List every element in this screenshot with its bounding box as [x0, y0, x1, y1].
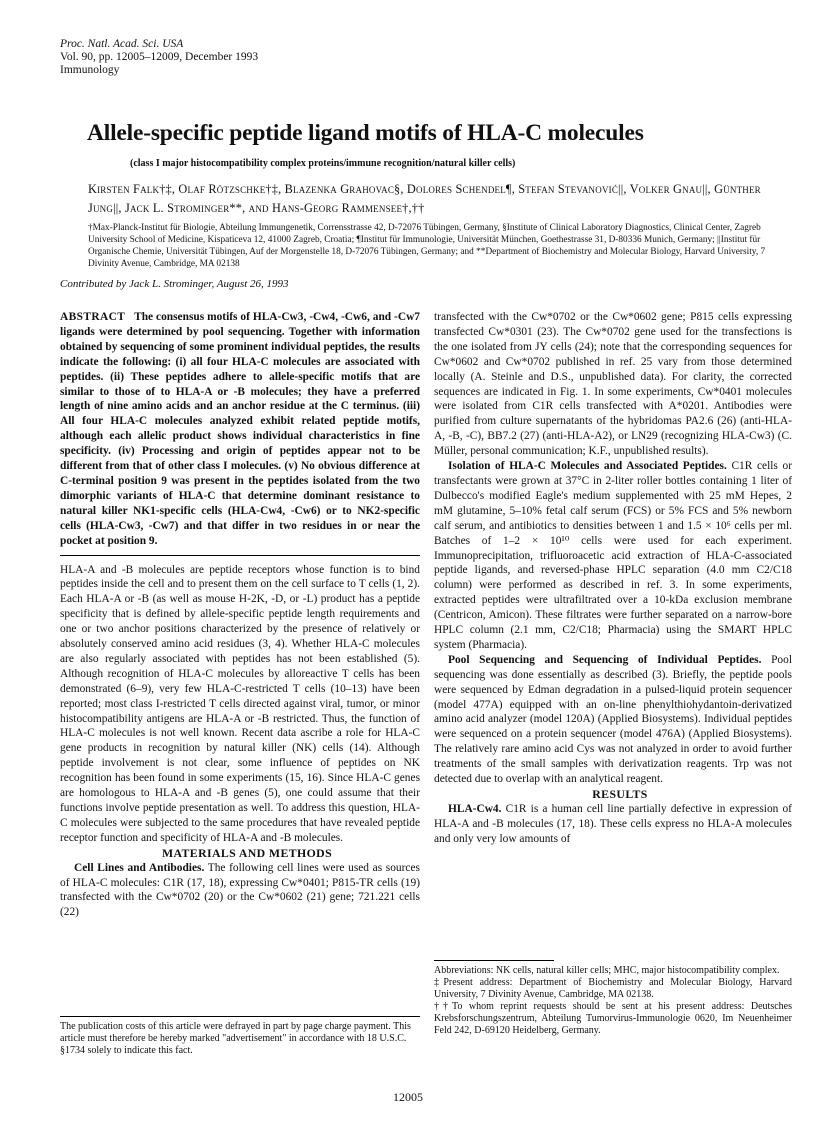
abstract-text: The consensus motifs of HLA-Cw3, -Cw4, -Cw6, and -Cw7 ligands were determined by pool sequencing. Together with information obtained by sequencing of some prominent individual peptides, the results indicate the following: (i) all four HLA-C molecules are associated with peptides. (ii) These peptides adhere to allele-specific motifs that are similar to those of to HLA-A or -B molecules; they have a preferred length of nine amino acids and an anchor residue at the C terminus. (iii) All four HLA-C molecules analyzed exhibit related peptide motifs, although each allelic product shows individual characteristics in fine specificity. (iv) Processing and origin of peptides appear not to be different from that of other class I molecules. (v) No obvious difference at C-terminal position 9 was present in the peptides isolated from the two dimorphic variants of HLA-C that determine dominant resistance to natural killer NK1-specific cells (HLA-Cw4, -Cw6) or to NK2-specific cells (HLA-Cw3, -Cw7) and that differ in two residues in or near the pocket at position 9. — [60, 311, 421, 547]
abstract — [60, 310, 420, 549]
pool-text: Pool sequencing was done essentially as described (3). Briefly, the peptide pools were sequenced by Edman degradation in a pulsed-liquid protein sequencer (model 477A) equipped with an on-line phenylthiohydantoin-derivatized amino acid analyzer (model 120A) (Applied Biosystems). Individual peptides were sequenced on a protein sequencer (model 476A) (Applied Biosystems). The relatively rare amino acid Cys was not analyzed in order to avoid further treatments of the small samples with derivatization reagents. Trp was not detected due to overlap with an analytical reagent. — [434, 653, 792, 786]
costs-divider — [60, 1016, 420, 1017]
abstract-label: ABSTRACT — [60, 311, 126, 323]
footnotes — [434, 960, 792, 1037]
left-column — [60, 310, 420, 920]
journal-header — [60, 38, 258, 77]
affiliations: †Max-Planck-Institut für Biologie, Abteilung Immungenetik, Corrensstrasse 42, D-72076 Tübingen, Germany, §Institute of Clinical Laboratory Diagnostics, Clinical Center, Zagreb University School of Medicine, Kispaticeva 12, 41000 Zagreb, Croatia; ¶Institut für Immunologie, Universität München, Goethestrasse 31, D-80336 Munich, Germany; ||Institut für Organische Chemie, Universität Tübingen, Auf der Morgenstelle 18, D-72076 Tübingen, Germany; and **Department of Biochemistry and Molecular Biology, Harvard University, 7 Divinity Avenue, Cambridge, MA 02138 — [88, 223, 766, 269]
article-title: Allele-specific peptide ligand motifs of HLA-C molecules — [87, 120, 644, 146]
abbreviations-note: Abbreviations: NK cells, natural killer cells; MHC, major histocompatibility complex. — [434, 965, 780, 976]
reprint-note: ††To whom reprint requests should be sent at his present address: Deutsches Krebsforschungszentrum, Abteilung Tumorvirus-Immunologie 0620, Im Neuenheimer Feld 242, D-69120 Heidelberg, Germany. — [434, 1001, 792, 1036]
cw4-text: C1R is a human cell line partially defective in expression of HLA-A and -B molecules (17, 18). These cells express no HLA-A molecules and only very low amounts of — [434, 802, 792, 845]
isolation-paragraph — [434, 459, 792, 653]
keywords: (class I major histocompatibility complex proteins/immune recognition/natural killer cells) — [130, 158, 516, 169]
isolation-text: C1R cells or transfectants were grown at 37°C in 2-liter roller bottles containing 1 liter of Dulbecco's modified Eagle's medium supplemented with 25 mM Hepes, 2 mM glutamine, 5–10% fetal calf serum (FCS) or 5% FCS and 5% newborn calf serum, and antibiotics to densities between 1 and 1.5 × 10⁶ cells per ml. Batches of 1–2 × 10¹⁰ cells were used for each experiment. Immunoprecipitation, trifluoroacetic acid extraction of HLA-C-associated peptide ligands, and reversed-phase HPLC separation (4.0 mm C2/C18 column) were performed as described in ref. 3. In some experiments, extracted peptides were ultrafiltrated over a 10-kDa exclusion membrane (Centricon, Amicon). These filtrates were further separated on a narrow-bore HPLC column (2.1 mm, C2/C18; Pharmacia) using the SMART HPLC system (Pharmacia). — [434, 460, 792, 651]
cw4-head: HLA-Cw4. — [448, 802, 502, 815]
contributed-by: Contributed by Jack L. Strominger, August 26, 1993 — [60, 278, 289, 290]
intro-paragraph: HLA-A and -B molecules are peptide receptors whose function is to bind peptides inside the cell and to present them on the cell surface to T cells (1, 2). Each HLA-A or -B (as well as mouse H-2K, -D, or -L) product has a peptide specificity that is defined by allele-specific peptide length requirements and one or two anchor positions characterized by the presence of relatively or absolutely conserved amino acid residues (3, 4). Whether HLA-C molecules are also regularly associated with peptides has not been established (5). Although recognition of HLA-C molecules by alloreactive T cells has been demonstrated (6–9), very few HLA-C-restricted T cells (10–13) have been reported; most class I-restricted T cells directed against viral, tumor, or minor histocompatibility antigens are HLA-A or -B restricted. Thus, the function of HLA-C molecules is not well known. Recent data ascribe a role for HLA-C gene products in recognition by natural killer (NK) cells (14). Although peptide involvement is not clear, some influence of peptides on NK recognition has been found in some experiments (15, 16). Since HLA-C genes are homologous to HLA-A and -B genes (5), one could assume that their functions involve peptide presentation as well. To address this question, HLA-C molecules were subjected to the same procedures that have revealed peptide receptor function and specificity of HLA-A and -B molecules. — [60, 563, 420, 844]
publication-costs-box — [60, 1016, 420, 1057]
page-number: 12005 — [393, 1090, 423, 1104]
publication-costs-text: The publication costs of this article were defrayed in part by page charge payment. This article must therefore be hereby marked "advertisement" in accordance with 18 U.S.C. §1734 solely to indicate this fact. — [60, 1021, 411, 1056]
author-list: Kirsten Falk†‡, Olaf Rötzschke†‡, Blazenka Grahovac§, Dolores Schendel¶, Stefan Stevanović||, Volker Gnau||, Günther Jung||, Jack L. Strominger**, and Hans-Georg Rammensee†,†† — [88, 182, 761, 215]
methods-heading: MATERIALS AND METHODS — [161, 845, 333, 860]
present-address-note: ‡Present address: Department of Biochemistry and Molecular Biology, Harvard University, 7 Divinity Avenue, Cambridge, MA 02138. — [434, 977, 792, 1000]
footnote-divider — [434, 960, 554, 961]
journal-name: Proc. Natl. Acad. Sci. USA — [60, 38, 184, 50]
results-heading: RESULTS — [592, 787, 648, 801]
cell-lines-head: Cell Lines and Antibodies. — [74, 861, 205, 874]
cell-lines-paragraph — [60, 861, 420, 921]
cw4-paragraph — [434, 802, 792, 847]
pool-paragraph — [434, 653, 792, 787]
section-label: Immunology — [60, 64, 120, 76]
pool-head: Pool Sequencing and Sequencing of Individual Peptides. — [448, 653, 762, 666]
cell-lines-text: The following cell lines were used as sources of HLA-C molecules: C1R (17, 18), expressing Cw*0401; P815-TR cells (19) transfected with the Cw*0702 (20) or the Cw*0602 (21) gene; 721.221 cells (22) — [60, 861, 420, 919]
abstract-divider — [60, 555, 420, 556]
cell-lines-continued: transfected with the Cw*0702 or the Cw*0602 gene; P815 cells expressing transfected Cw*0301 (23). The Cw*0702 gene used for the transfections is the one isolated from JY cells (24); note that the corresponding sequences for Cw*0602 and Cw*0702 published in ref. 25 vary from those determined locally (A. Steinle and D.S., unpublished data). For clarity, the corrected sequences are indicated in Fig. 1. In some experiments, Cw*0401 molecules were isolated from C1R cells transfected with A*0201. Antibodies were purified from culture supernatants of the hybridomas PA2.6 (26) (anti-HLA-A, -B, -C), BB7.2 (27) (anti-HLA-A2), or LN29 (recognizing HLA-Cw3) (C. Müller, personal communication; K.F., unpublished results). — [434, 311, 792, 458]
volume-info: Vol. 90, pp. 12005–12009, December 1993 — [60, 51, 259, 63]
right-column — [434, 310, 792, 847]
isolation-head: Isolation of HLA-C Molecules and Associated Peptides. — [448, 460, 727, 473]
